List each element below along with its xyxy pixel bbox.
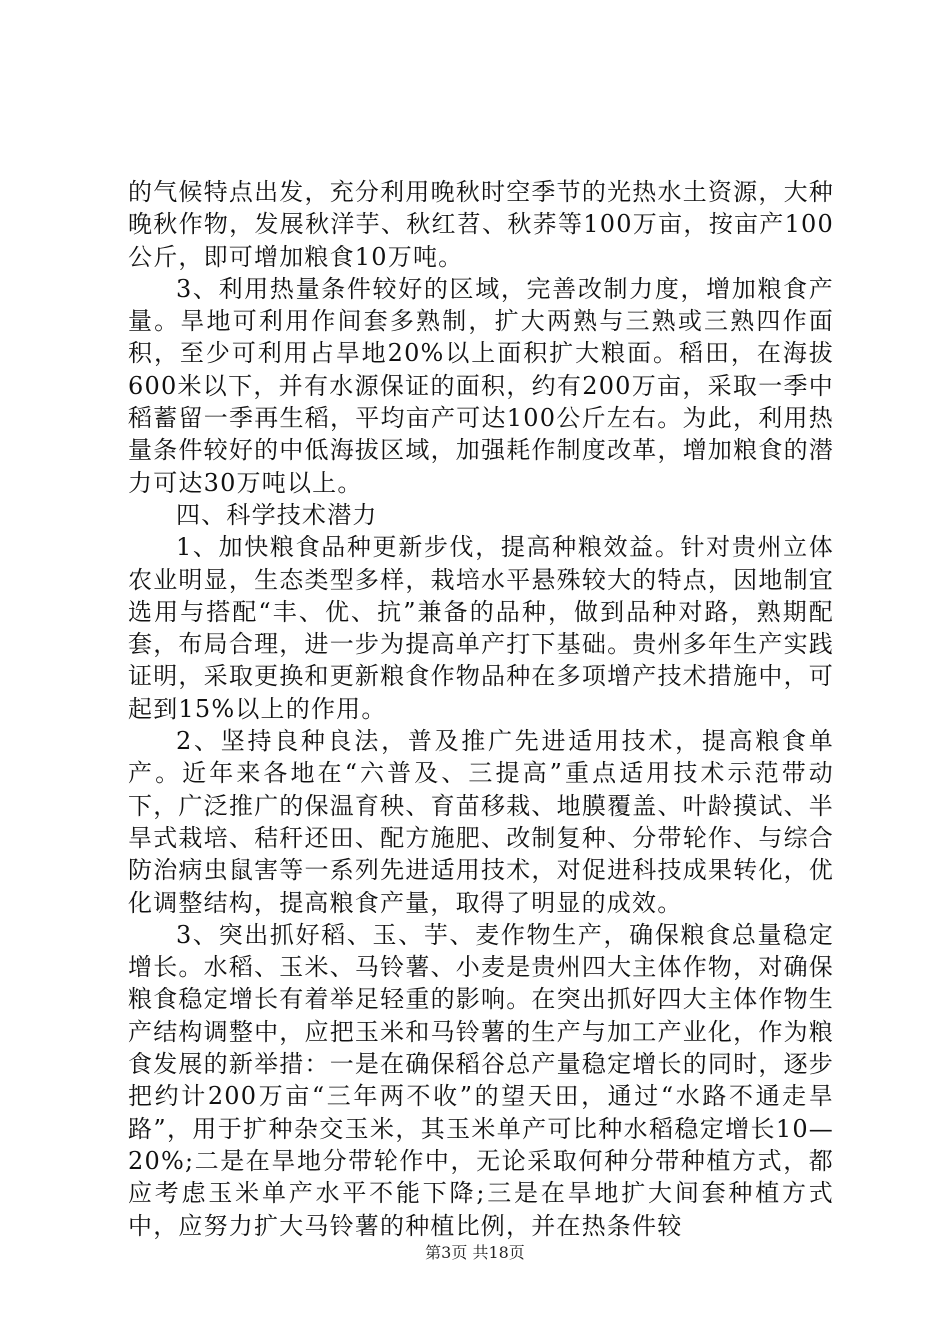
page-footer	[0, 1243, 950, 1263]
body-paragraph: 1、加快粮食品种更新步伐，提高种粮效益。针对贵州立体农业明显，生态类型多样，栽培水平悬殊较大的特点，因地制宜选用与搭配“丰、优、抗”兼备的品种，做到品种对路，熟期配套，布局合理，进一步为提高单产打下基础。贵州多年生产实践证明，采取更换和更新粮食作物品种在多项增产技术措施中，可起到15%以上的作用。	[128, 533, 834, 723]
document-body	[128, 176, 834, 1242]
section-heading: 四、科学技术潜力	[176, 500, 378, 529]
body-paragraph: 的气候特点出发，充分利用晚秋时空季节的光热水土资源，大种晚秋作物，发展秋洋芋、秋红苕、秋荞等100万亩，按亩产100公斤，即可增加粮食10万吨。	[128, 178, 834, 271]
page-number-label: 第3页 共18页	[425, 1243, 525, 1262]
body-paragraph: 3、利用热量条件较好的区域，完善改制力度，增加粮食产量。旱地可利用作间套多熟制，扩大两熟与三熟或三熟四作面积，至少可利用占旱地20%以上面积扩大粮面。稻田，在海拔600米以下，并有水源保证的面积，约有200万亩，采取一季中稻蓄留一季再生稻，平均亩产可达100公斤左右。为此，利用热量条件较好的中低海拔区域，加强耗作制度改革，增加粮食的潜力可达30万吨以上。	[128, 274, 834, 497]
body-paragraph: 2、坚持良种良法，普及推广先进适用技术，提高粮食单产。近年来各地在“六普及、三提高”重点适用技术示范带动下，广泛推广的保温育秧、育苗移栽、地膜覆盖、叶龄摸试、半旱式栽培、秸秆还田、配方施肥、改制复种、分带轮作、与综合防治病虫鼠害等一系列先进适用技术，对促进科技成果转化，优化调整结构，提高粮食产量，取得了明显的成效。	[128, 727, 834, 917]
body-paragraph: 3、突出抓好稻、玉、芋、麦作物生产，确保粮食总量稳定增长。水稻、玉米、马铃薯、小麦是贵州四大主体作物，对确保粮食稳定增长有着举足轻重的影响。在突出抓好四大主体作物生产结构调整中，应把玉米和马铃薯的生产与加工产业化，作为粮食发展的新举措：一是在确保稻谷总产量稳定增长的同时，逐步把约计200万亩“三年两不收”的望天田，通过“水路不通走旱路”，用于扩种杂交玉米，其玉米单产可比种水稻稳定增长10—20%;二是在旱地分带轮作中，无论采取何种分带种植方式，都应考虑玉米单产水平不能下降;三是在旱地扩大间套种植方式中，应努力扩大马铃薯的种植比例，并在热条件较	[128, 920, 834, 1240]
